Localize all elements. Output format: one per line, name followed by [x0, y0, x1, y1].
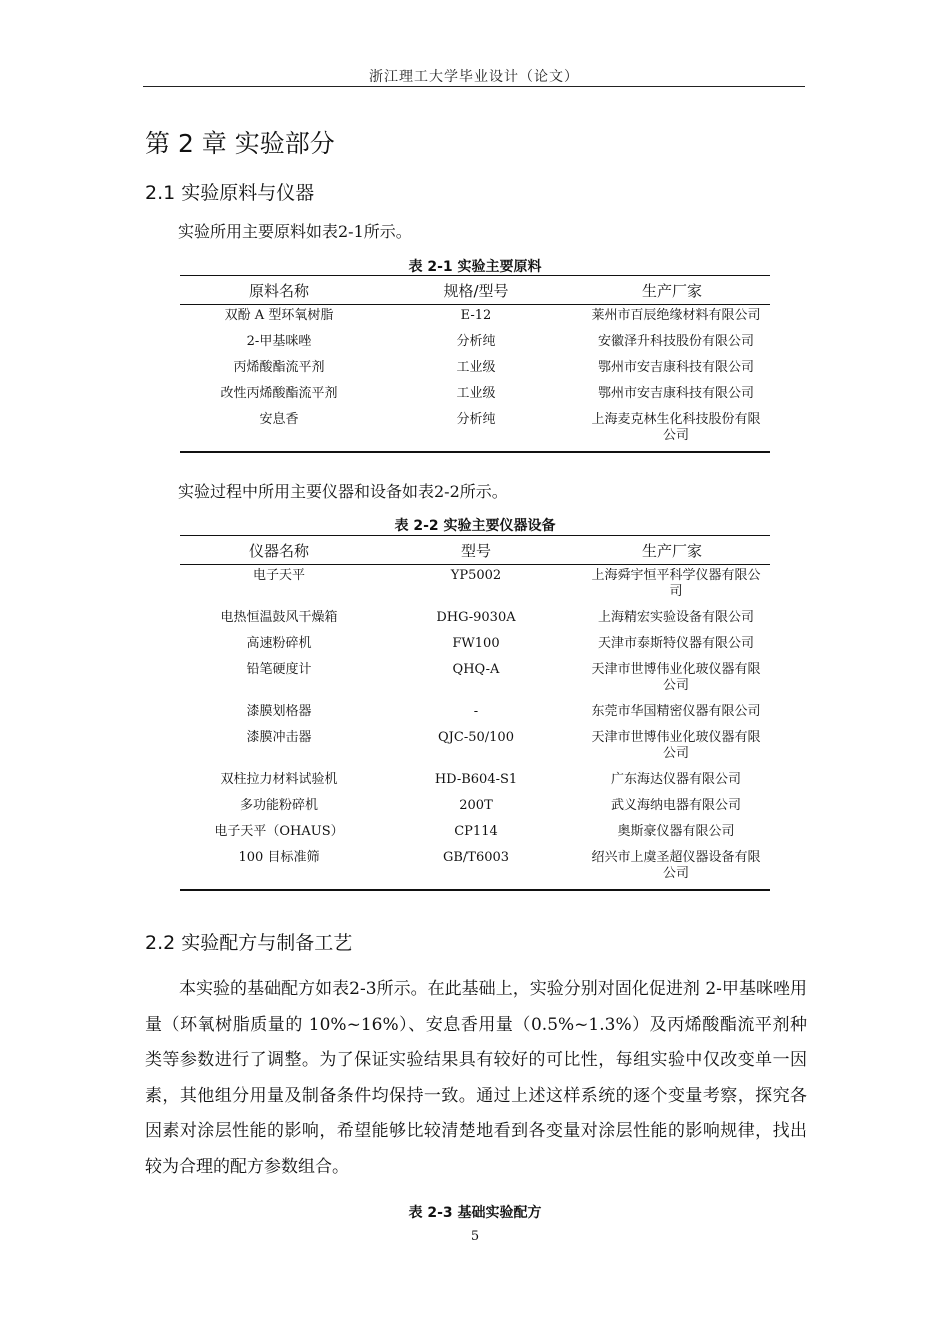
page-header: 浙江理工大学毕业设计（论文）: [369, 69, 579, 85]
table-cell: 双柱拉力材料试验机: [220, 772, 338, 787]
section-title-2-1: 2.1 实验原料与仪器: [145, 182, 315, 204]
table-cell: 电子天平（OHAUS）: [214, 824, 344, 839]
page-number: 5: [470, 1229, 480, 1244]
table-cell: 工业级: [456, 360, 496, 375]
table-row: [180, 409, 770, 452]
table-header-cell: 生产厂家: [574, 276, 770, 305]
table-cell: 天津市世博伟业化玻仪器有限公司: [591, 730, 761, 761]
table-cell: GB/T6003: [378, 847, 574, 890]
table-row: [180, 847, 770, 890]
table-cell: QJC-50/100: [438, 730, 514, 745]
table-2-1-caption: 表 2-1 实验主要原料: [408, 259, 542, 275]
section-title-2-2: 2.2 实验配方与制备工艺: [145, 932, 353, 954]
table-cell: 东莞市华国精密仪器有限公司: [591, 704, 761, 719]
table-row: [180, 383, 770, 409]
table-header-cell: 规格/型号: [378, 276, 574, 305]
table-cell: 200T: [459, 798, 493, 813]
table-cell: 上海舜宇恒平科学仪器有限公司: [591, 568, 761, 599]
table-row: [180, 565, 770, 608]
table-cell: QHQ-A: [452, 662, 500, 677]
table-cell: 武义海纳电器有限公司: [610, 798, 741, 813]
table-row: [180, 633, 770, 659]
table-cell: 天津市泰斯特仪器有限公司: [597, 636, 754, 651]
table-row: [180, 821, 770, 847]
table-cell: 2-甲基咪唑: [246, 334, 312, 349]
table-header-cell: 型号: [378, 536, 574, 565]
table-cell: 高速粉碎机: [246, 636, 312, 651]
table-row: [180, 769, 770, 795]
table-cell: YP5002: [450, 568, 502, 583]
table-cell: 鄂州市安吉康科技有限公司: [597, 360, 754, 375]
table-cell: 上海麦克林生化科技股份有限公司: [574, 409, 770, 452]
table-cell: CP114: [454, 824, 498, 839]
table-2-3-caption: 表 2-3 基础实验配方: [408, 1205, 542, 1221]
table-row: [180, 607, 770, 633]
table-cell: FW100: [452, 636, 500, 651]
table-cell: 丙烯酸酯流平剂: [233, 360, 325, 375]
table-cell: 电热恒温鼓风干燥箱: [220, 610, 338, 625]
table-cell: 铅笔硬度计: [246, 662, 312, 677]
table-row: [180, 357, 770, 383]
table-cell: 安徽泽升科技股份有限公司: [597, 334, 754, 349]
table-cell: 鄂州市安吉康科技有限公司: [597, 386, 754, 401]
table-cell: 改性丙烯酸酯流平剂: [220, 386, 338, 401]
table-row: [180, 701, 770, 727]
table-cell: 分析纯: [378, 409, 574, 452]
table-cell: 分析纯: [456, 334, 496, 349]
header-rule: [143, 86, 805, 87]
table-cell: 工业级: [456, 386, 496, 401]
table-cell: 绍兴市上虞圣超仪器设备有限公司: [574, 847, 770, 890]
table-header-row: [180, 536, 770, 565]
table-2-2: [180, 535, 770, 891]
table-2-1: [180, 275, 770, 453]
table-cell: 漆膜冲击器: [246, 730, 312, 745]
table-cell: HD-B604-S1: [434, 772, 518, 787]
table-cell: 100 目标准筛: [180, 847, 378, 890]
table-cell: E-12: [460, 308, 492, 323]
table-row: [180, 331, 770, 357]
table-header-cell: 生产厂家: [574, 536, 770, 565]
table-row: [180, 727, 770, 769]
table-row: [180, 795, 770, 821]
chapter-title: 第 2 章 实验部分: [145, 129, 335, 158]
table-cell: 广东海达仪器有限公司: [610, 772, 741, 787]
table-cell: 漆膜划格器: [246, 704, 312, 719]
section-2-2-paragraph: 本实验的基础配方如表2-3所示。在此基础上，实验分别对固化促进剂 2-甲基咪唑用量（环氧树脂质量的 10%~16%）、安息香用量（0.5%~1.3%）及丙烯酸酯流平剂种类等参数进行了调整。为了保证实验结果具有较好的可比性，每组实验中仅改变单一因素，其他组分用量及制备条件均保持一致。通过上述这样系统的逐个变量考察，探究各因素对涂层性能的影响，希望能够比较清楚地看到各变量对涂层性能的影响规律，找出较为合理的配方参数组合。: [145, 979, 807, 1177]
table-2-2-caption: 表 2-2 实验主要仪器设备: [394, 518, 556, 534]
table-header-cell: 原料名称: [180, 276, 378, 305]
table-cell: 天津市世博伟业化玻仪器有限公司: [591, 662, 761, 693]
table-cell: 电子天平: [252, 568, 305, 583]
section-2-1-intro: 实验所用主要原料如表2-1所示。: [178, 222, 412, 241]
table-cell: -: [473, 704, 479, 719]
table-2-2-intro: 实验过程中所用主要仪器和设备如表2-2所示。: [178, 482, 508, 501]
table-header-row: [180, 276, 770, 305]
table-cell: 奥斯豪仪器有限公司: [617, 824, 735, 839]
table-row: [180, 659, 770, 701]
table-cell: 双酚 A 型环氧树脂: [224, 308, 334, 323]
table-cell: 多功能粉碎机: [239, 798, 318, 813]
table-cell: 上海精宏实验设备有限公司: [597, 610, 754, 625]
table-header-cell: 仪器名称: [180, 536, 378, 565]
table-row: [180, 305, 770, 332]
table-cell: 安息香: [180, 409, 378, 452]
table-cell: 莱州市百辰绝缘材料有限公司: [591, 308, 761, 323]
table-cell: DHG-9030A: [436, 610, 516, 625]
